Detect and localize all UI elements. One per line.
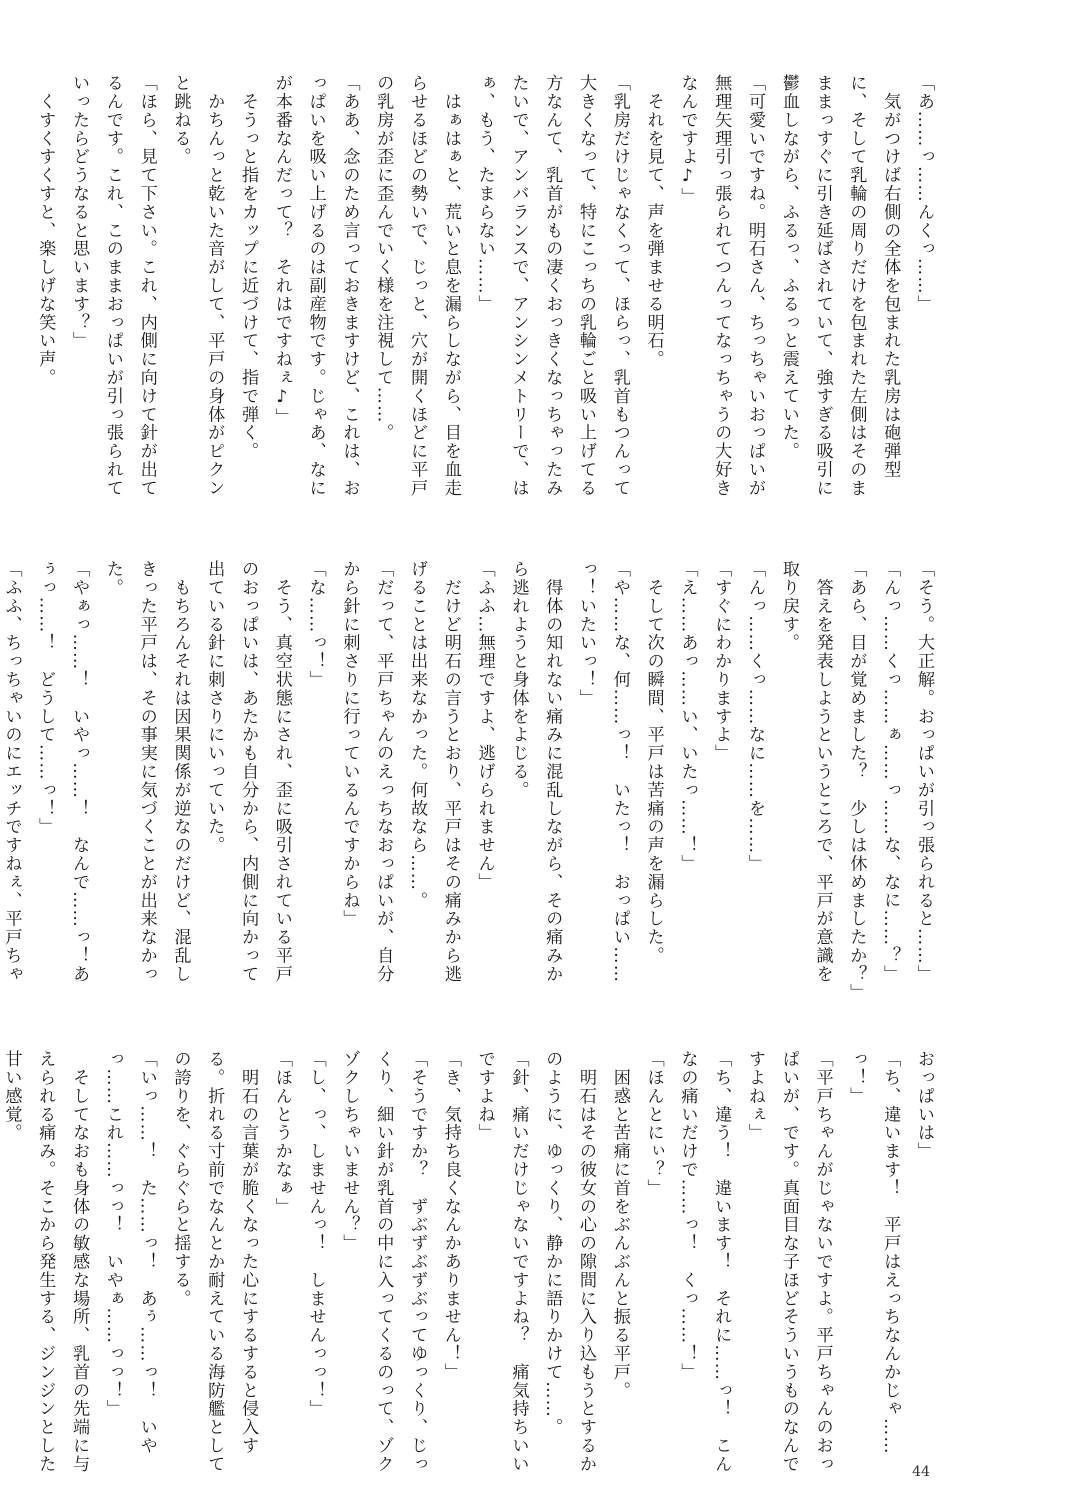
text-band-top — [35, 74, 940, 510]
paragraph: 「んっ……くっ……なに……を……」 — [745, 560, 766, 873]
paragraph: 「ほら、見て下さい。これ、内側に向けて針が出てるんです。これ、このままおっぱいが引っ張られていったらどうなると思います？」 — [69, 74, 157, 498]
paragraph: 困惑と苦痛に首をぶんぶんと振る平戸。 — [609, 1050, 630, 1400]
paragraph: 明石はその彼女の心の隙間に入り込もうとするかのように、ゆっくり、静かに語りかけて……。 — [542, 1050, 597, 1474]
paragraph: 「いっ……！ た……っ！ あぅ……っ！ いやっ……これ……っっ！ いやぁ……っっ！」 — [102, 1050, 157, 1455]
text-band-bottom — [1, 1050, 940, 1486]
paragraph: 気がつけば右側の全体を包まれた乳房は砲弾型に、そして乳輪の周りだけを包まれた左側はそのまままっすぐに引き延ばされていて、強すぎる吸引に鬱血しながら、ふるっ、ふるっと震えていた。 — [778, 74, 901, 498]
paragraph: おっぱいは」 — [914, 1050, 934, 1161]
paragraph: はぁはぁと、荒いと息を漏らしながら、目を血走らせるほどの勢いで、じっと、穴が開くほどに平戸の乳房が歪に歪んでいく様を注視して……。 — [373, 74, 461, 498]
paragraph: 「な……っ！」 — [305, 560, 326, 689]
paragraph: 「ふふ、ちっちゃいのにエッチですねぇ、平戸ちゃ — [1, 560, 22, 984]
paragraph: 「やぁっ……！ いやっ……！ なんで……っ！あぅっ……！ どうして……っ！」 — [35, 560, 90, 984]
paragraph: 「乳房だけじゃなくって、ほらっ、乳首もつんって大きくなって、特にこっちの乳輪ごと吸い上げてる方なんて、乳首がもの凄くおっきくなっちゃったみたいで、アンバランスで、アンシンメトリーで、はぁ、もう、たまらない……」 — [474, 74, 630, 498]
paragraph: 「んっ……くっ……ぁ……っ……な、なに……？」 — [880, 560, 901, 984]
paragraph: それを見て、声を弾ませる明石。 — [643, 74, 664, 369]
paragraph: 「可愛いですね。明石さん、ちっちゃいおっぱいが無理矢理引っ張られてつんってなっちゃうの大好きなんですよ♪」 — [677, 74, 766, 498]
paragraph: そう、真空状態にされ、歪に吸引されている平戸のおっぱいは、あたかも自分から、内側に向かって出ている針に刺さりにいっていた。 — [204, 560, 292, 984]
paragraph: 答えを発表しようというところで、平戸が意識を取り戻す。 — [778, 560, 833, 984]
text-band-middle — [1, 560, 940, 1002]
paragraph: そして次の瞬間、平戸は苦痛の声を漏らした。 — [643, 560, 664, 965]
paragraph: 「ほんとにぃ？」 — [643, 1050, 664, 1198]
paragraph: そしてなおも身体の敏感な場所、乳首の先端に与えられる痛み。そこから発生する、ジンジンとした甘い感覚。 — [1, 1050, 90, 1474]
paragraph: 「し、っ、しませんっ！ しませんっっ！」 — [305, 1050, 326, 1418]
paragraph: 「だって、平戸ちゃんのえっちなおっぱいが、自分から針に刺さりに行っているんですからね」 — [339, 560, 394, 984]
paragraph: 「き、気持ち良くなんかありません！」 — [440, 1050, 461, 1382]
paragraph: そうっと指をカップに近づけて、指で弾く。 — [238, 74, 259, 461]
paragraph: 「ほんとうかなぁ」 — [271, 1050, 292, 1216]
paragraph: だけど明石の言うとおり、平戸はその痛みから逃げることは出来なかった。何故なら……。 — [407, 560, 461, 984]
paragraph: 「そう。大正解。おっぱいが引っ張られると……」 — [914, 560, 934, 984]
paragraph: くすくすくすと、楽しげな笑い声。 — [35, 74, 56, 387]
paragraph: もちろんそれは因果関係が逆なのだけど、混乱しきった平戸は、その事実に気づくことが出来なかった。 — [102, 560, 191, 984]
paragraph: 「え……あっ……い、いたっ……！」 — [677, 560, 698, 873]
paragraph: 「ふふ…無理ですよ、逃げられません」 — [474, 560, 495, 892]
paragraph: 「や……な、何……っ！ いたっ！ おっぱい……っ！いたいっ！」 — [576, 560, 630, 984]
paragraph: 「ち、違う！ 違います！ それに……っ！ こんなの痛いだけで……っ！ くっ……！」 — [677, 1050, 732, 1474]
paragraph: 「すぐにわかりますよ」 — [711, 560, 732, 763]
paragraph: かちんっと乾いた音がして、平戸の身体がピクンと跳ねる。 — [170, 74, 225, 498]
paragraph: 得体の知れない痛みに混乱しながら、その痛みから逃れようと身体をよじる。 — [508, 560, 563, 984]
paragraph: 明石の言葉が脆くなった心にするすると侵入する。折れる寸前でなんとか耐えている海防艦としての誇りを、ぐらぐらと揺する。 — [170, 1050, 259, 1474]
page-number: 44 — [912, 1464, 930, 1480]
paragraph: 「あ……っ……んくっ……」 — [914, 74, 934, 314]
paragraph: 「あら、目が覚めました？ 少しは休めましたか？」 — [846, 560, 867, 1002]
paragraph: 「平戸ちゃんがじゃないですよ。平戸ちゃんのおっぱいが、です。真面目な子ほどそういうものなんですよねぇ」 — [745, 1050, 833, 1474]
paragraph: 「ち、違います！ 平戸はえっちなんかじゃ……っ！」 — [846, 1050, 901, 1455]
paragraph: 「ああ、念のため言っておきますけど、これは、おっぱいを吸い上げるのは副産物です。じゃあ、なにが本番なんだって？ それはですねぇ♪」 — [271, 74, 360, 498]
paragraph: 「そうですか？ ずぶずぶずぶってゆっくり、じっくり、細い針が乳首の中に入ってくるのって、ゾクゾクしちゃいません？」 — [339, 1050, 428, 1474]
paragraph: 「針、痛いだけじゃないですよね？ 痛気持ちいいですよね」 — [474, 1050, 529, 1474]
